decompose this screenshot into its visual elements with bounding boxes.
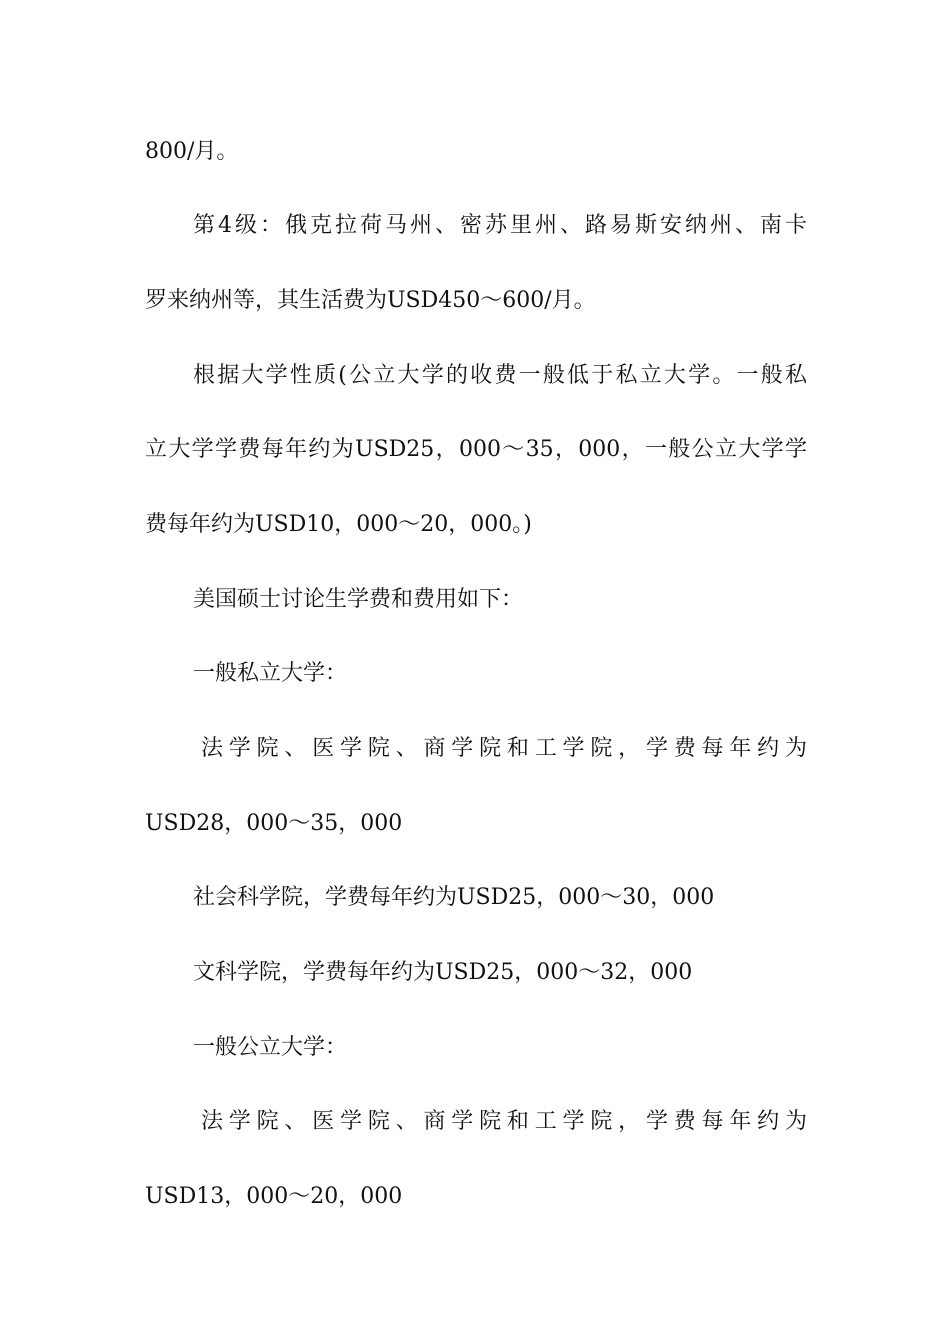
text-line: USD13，000～20，000 [145,1184,403,1209]
text-line: 立大学学费每年约为USD25，000～35，000，一般公立大学学 [145,437,807,462]
text-line: 800/月。 [145,139,239,164]
text-line: USD28，000～35，000 [145,811,403,836]
text-line: 根据大学性质(公立大学的收费一般低于私立大学。一般私 [193,363,807,388]
text-line: 一般私立大学： [193,661,348,686]
text-line: 罗来纳州等，其生活费为USD450～600/月。 [145,288,596,313]
text-line: 社会科学院，学费每年约为USD25，000～30，000 [193,885,715,910]
text-line: 法学院、医学院、商学院和工学院，学费每年约为 [201,736,807,761]
text-line: 美国硕士讨论生学费和费用如下： [193,587,524,612]
text-line: 法学院、医学院、商学院和工学院，学费每年约为 [201,1109,807,1134]
text-line: 费每年约为USD10，000～20，000。) [145,512,532,537]
text-line: 一般公立大学： [193,1035,348,1060]
text-line: 第4级：俄克拉荷马州、密苏里州、路易斯安纳州、南卡 [193,213,807,238]
text-line: 文科学院，学费每年约为USD25，000～32，000 [193,960,693,985]
